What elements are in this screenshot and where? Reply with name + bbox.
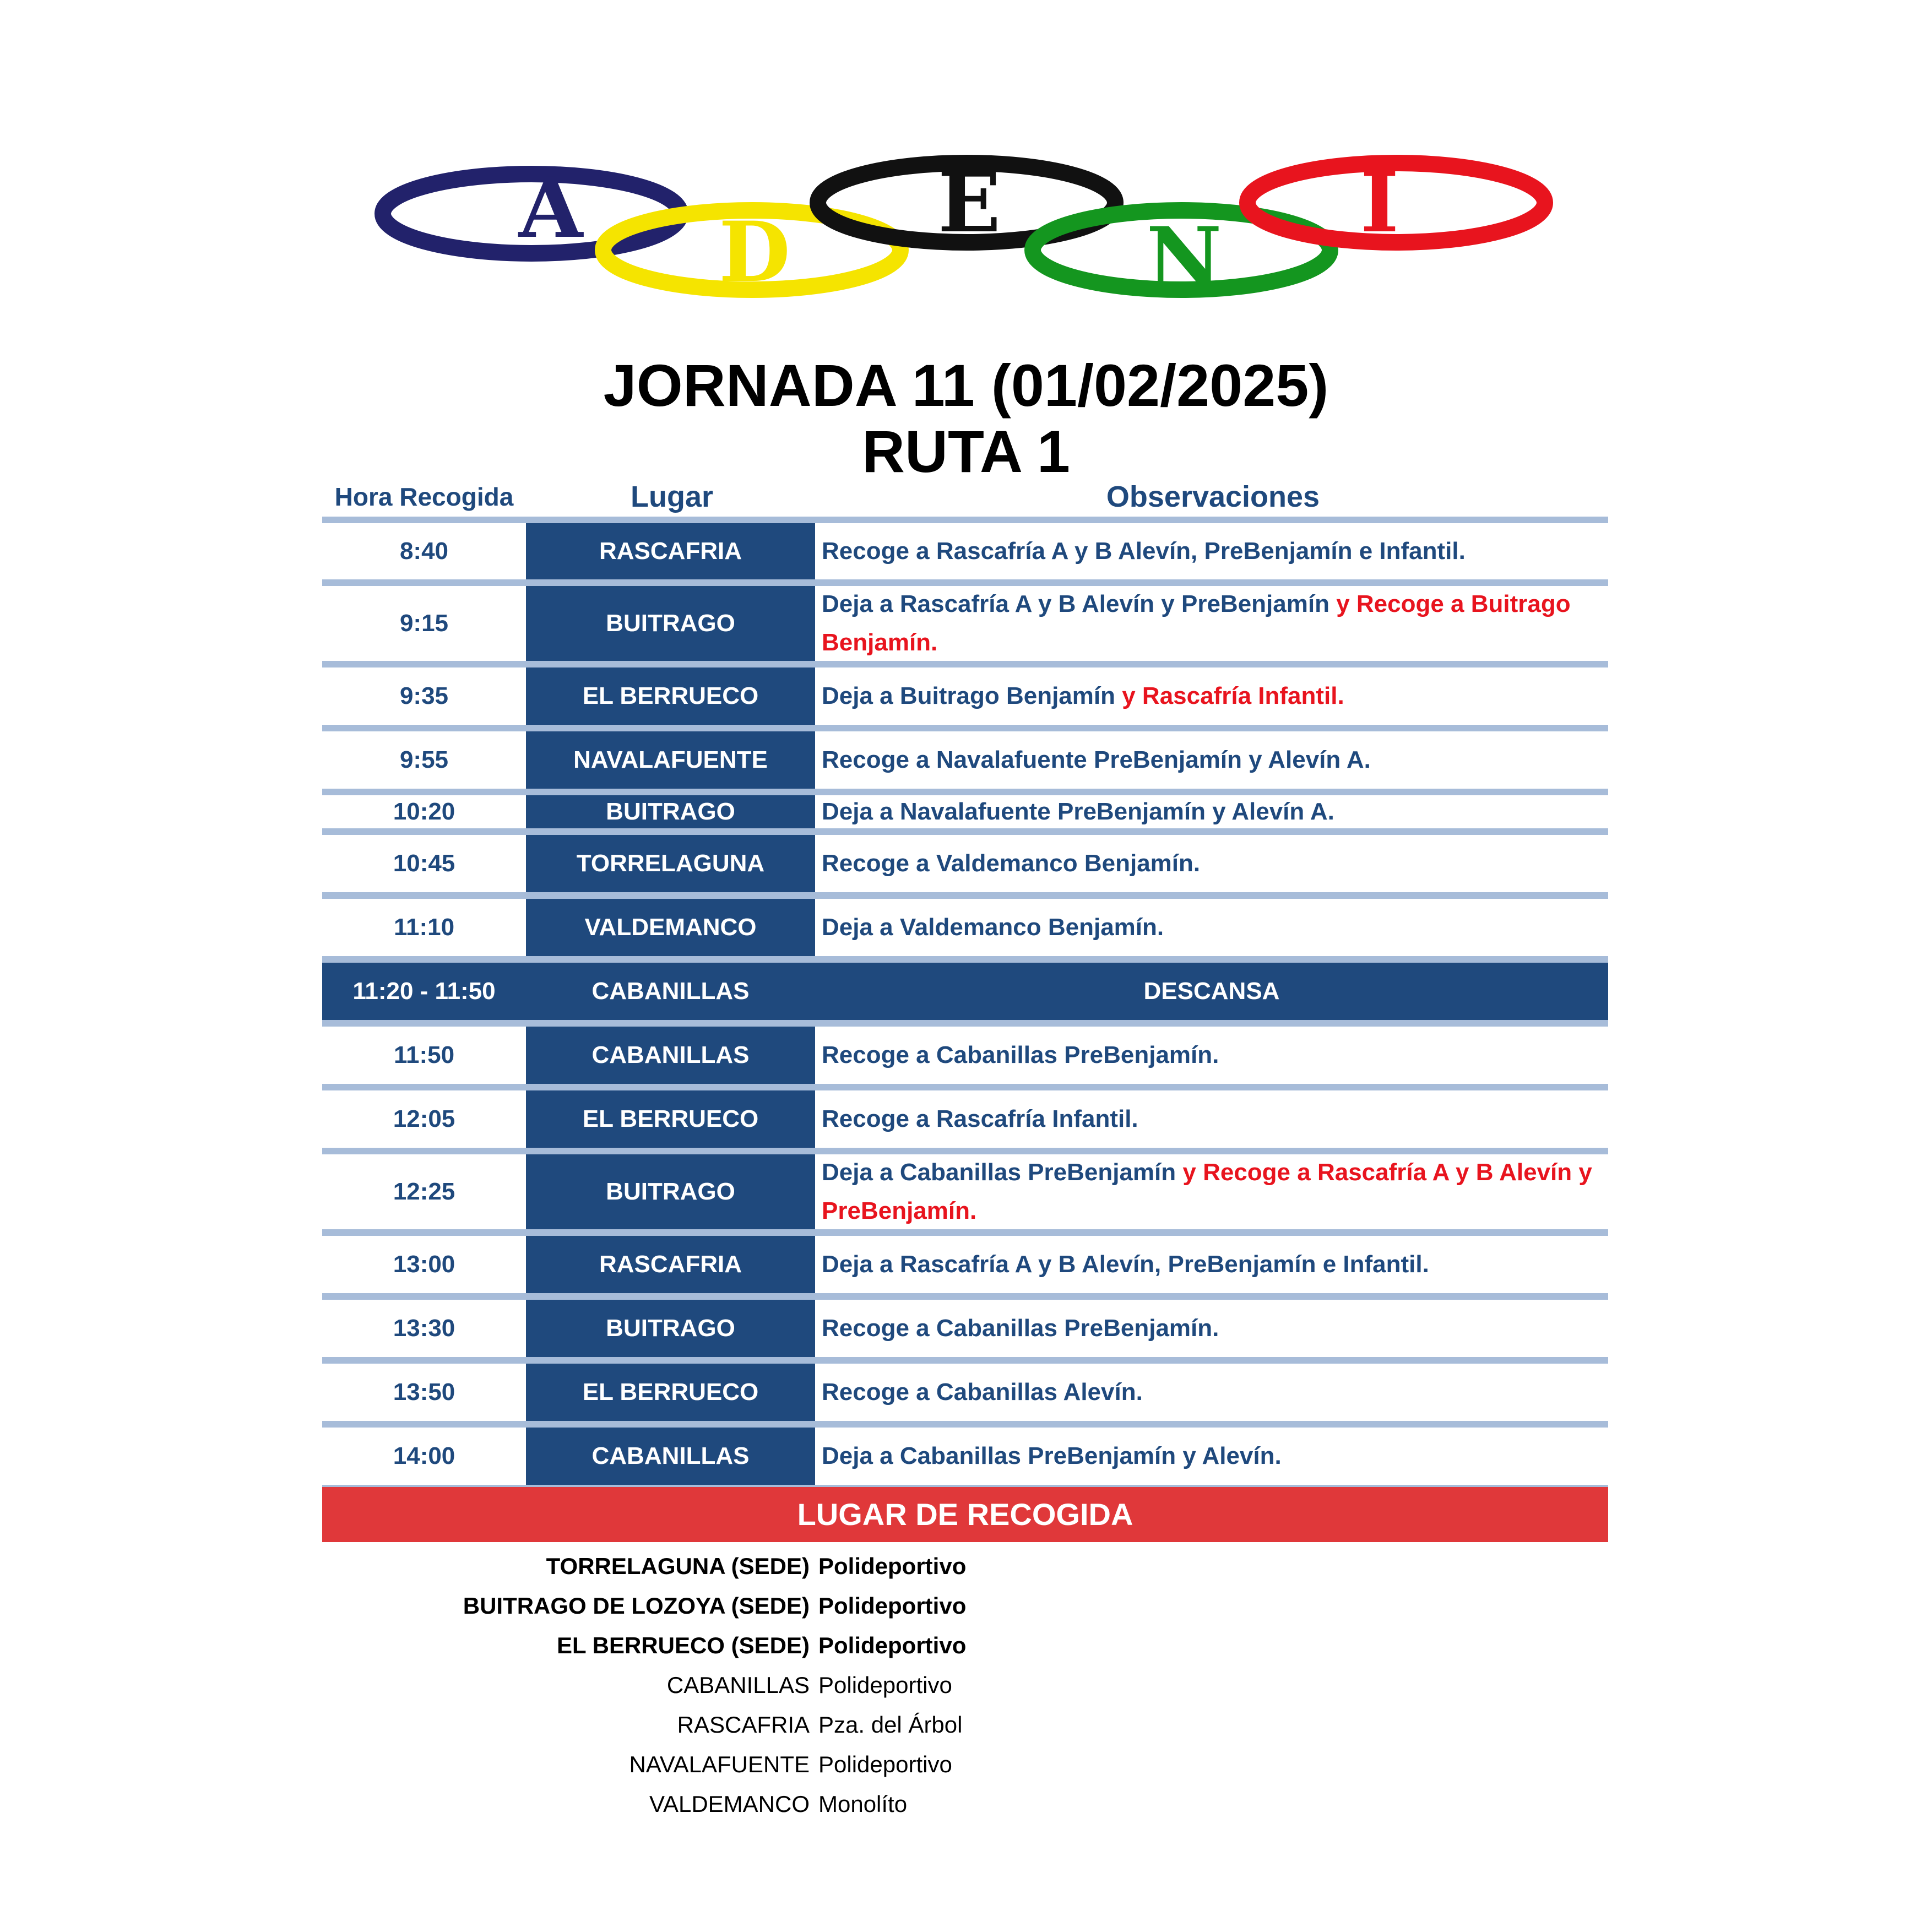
page-title: JORNADA 11 (01/02/2025)	[603, 352, 1329, 419]
observation-text: Deja a Valdemanco Benjamín.	[822, 914, 1164, 941]
column-header-lugar: Lugar	[630, 480, 713, 513]
row-place: EL BERRUECO	[526, 667, 815, 725]
pickup-place: TORRELAGUNA (SEDE)	[546, 1553, 810, 1579]
row-time: 11:50	[393, 1041, 455, 1068]
observation-highlight: y Recoge a Buitrago Benjamín.	[822, 590, 1571, 656]
row-observation	[815, 1236, 1608, 1293]
row-place: CABANILLAS	[526, 963, 815, 1020]
observation-text: Recoge a Cabanillas PreBenjamín.	[822, 1315, 1219, 1342]
logo-letter-n: N	[1146, 209, 1222, 306]
adeni-logo	[375, 149, 1564, 308]
row-divider	[322, 1293, 1608, 1300]
pickup-spot: Polideportivo	[818, 1751, 952, 1777]
row-divider	[322, 517, 1608, 523]
row-divider	[322, 1084, 1608, 1090]
observation-text: Recoge a Cabanillas PreBenjamín.	[822, 1041, 1219, 1068]
row-divider	[322, 1357, 1608, 1364]
pickup-banner: LUGAR DE RECOGIDA	[322, 1487, 1608, 1542]
row-time: 10:20	[393, 798, 455, 825]
pickup-place: VALDEMANCO	[649, 1791, 810, 1817]
row-time: 13:30	[393, 1315, 455, 1342]
list-item	[322, 1626, 1608, 1665]
table-row	[322, 795, 1608, 828]
row-observation	[815, 523, 1608, 579]
observation-text: Recoge a Rascafría A y B Alevín, PreBenjamín e Infantil.	[822, 538, 1466, 565]
row-observation	[815, 1300, 1608, 1357]
table-row	[322, 1300, 1608, 1357]
row-place: NAVALAFUENTE	[526, 731, 815, 789]
row-observation	[815, 1428, 1608, 1485]
pickup-place: CABANILLAS	[666, 1672, 810, 1698]
pickup-list	[322, 1546, 1608, 1824]
observation-text: DESCANSA	[1143, 978, 1280, 1005]
row-place: VALDEMANCO	[526, 899, 815, 956]
observation-text: Recoge a Navalafuente PreBenjamín y Alevín A.	[822, 746, 1371, 773]
observation-highlight: y Recoge a Rascafría A y B Alevín y PreBenjamín.	[822, 1159, 1592, 1224]
pickup-spot: Monolíto	[818, 1791, 908, 1817]
observation-text: Recoge a Cabanillas Alevín.	[822, 1379, 1143, 1405]
table-row	[322, 835, 1608, 892]
table-row	[322, 731, 1608, 789]
row-time: 11:10	[393, 914, 455, 941]
observation-text: Deja a Cabanillas PreBenjamín	[822, 1159, 1183, 1186]
row-place: CABANILLAS	[526, 1027, 815, 1084]
row-observation	[815, 835, 1608, 892]
row-place: BUITRAGO	[526, 1300, 815, 1357]
pickup-spot: Polideportivo	[818, 1672, 952, 1698]
row-divider	[322, 892, 1608, 899]
row-time: 9:35	[399, 682, 449, 709]
row-observation	[815, 963, 1608, 1020]
table-row	[322, 1090, 1608, 1148]
row-place: CABANILLAS	[526, 1428, 815, 1485]
rest-row	[322, 963, 1608, 1020]
pickup-place: BUITRAGO DE LOZOYA (SEDE)	[463, 1593, 810, 1619]
pickup-spot: Pza. del Árbol	[818, 1712, 963, 1738]
row-observation	[815, 899, 1608, 956]
row-divider	[322, 1421, 1608, 1428]
pickup-place: RASCAFRIA	[677, 1712, 810, 1738]
logo-letter-i: I	[1360, 154, 1399, 251]
schedule-table	[322, 517, 1608, 1491]
row-observation	[815, 1154, 1608, 1229]
row-observation	[815, 667, 1608, 725]
row-divider	[322, 1020, 1608, 1027]
row-observation	[815, 1090, 1608, 1148]
logo-letter-e: E	[937, 154, 1001, 251]
row-place: EL BERRUECO	[526, 1090, 815, 1148]
pickup-place: EL BERRUECO (SEDE)	[557, 1632, 810, 1658]
row-place: EL BERRUECO	[526, 1364, 815, 1421]
table-row	[322, 1364, 1608, 1421]
row-observation	[815, 586, 1608, 661]
row-time: 9:55	[399, 746, 449, 773]
list-item	[322, 1665, 1608, 1705]
row-observation	[815, 1027, 1608, 1084]
row-place: BUITRAGO	[526, 1154, 815, 1229]
table-row	[322, 1236, 1608, 1293]
logo-letter-d: D	[718, 204, 791, 301]
route-subtitle: RUTA 1	[862, 418, 1070, 485]
row-observation	[815, 795, 1608, 828]
column-header-hora: Hora Recogida	[334, 482, 514, 511]
list-item	[322, 1546, 1608, 1586]
column-header-observaciones: Observaciones	[1106, 480, 1320, 513]
row-time: 12:05	[393, 1105, 455, 1132]
row-divider	[322, 956, 1608, 963]
table-row	[322, 1428, 1608, 1485]
row-place: BUITRAGO	[526, 795, 815, 828]
observation-text: Deja a Cabanillas PreBenjamín y Alevín.	[822, 1442, 1282, 1469]
row-time: 11:20 - 11:50	[352, 978, 496, 1005]
list-item	[322, 1586, 1608, 1626]
observation-highlight: y Rascafría Infantil.	[1122, 682, 1344, 709]
observation-text: Deja a Buitrago Benjamín	[822, 682, 1122, 709]
table-row	[322, 586, 1608, 661]
list-item	[322, 1705, 1608, 1745]
observation-text: Deja a Rascafría A y B Alevín y PreBenjamín	[822, 590, 1337, 617]
row-time: 9:15	[399, 610, 449, 637]
list-item	[322, 1784, 1608, 1824]
pickup-spot: Polideportivo	[818, 1632, 967, 1658]
observation-text: Recoge a Valdemanco Benjamín.	[822, 850, 1201, 877]
table-row	[322, 1154, 1608, 1229]
observation-text: Deja a Navalafuente PreBenjamín y Alevín A.	[822, 798, 1334, 825]
row-place: RASCAFRIA	[526, 1236, 815, 1293]
table-row	[322, 899, 1608, 956]
pickup-spot: Polideportivo	[818, 1553, 967, 1579]
row-time: 13:50	[393, 1379, 455, 1405]
list-item	[322, 1745, 1608, 1784]
pickup-place: NAVALAFUENTE	[629, 1751, 810, 1777]
row-place: RASCAFRIA	[526, 523, 815, 579]
row-divider	[322, 725, 1608, 731]
table-row	[322, 1027, 1608, 1084]
table-row	[322, 523, 1608, 579]
row-time: 12:25	[393, 1178, 455, 1205]
row-place: TORRELAGUNA	[526, 835, 815, 892]
row-time: 13:00	[393, 1251, 455, 1278]
row-time: 8:40	[399, 538, 449, 565]
observation-text: Recoge a Rascafría Infantil.	[822, 1105, 1138, 1132]
row-observation	[815, 731, 1608, 789]
logo-letter-a: A	[518, 160, 583, 257]
row-place: BUITRAGO	[526, 586, 815, 661]
table-row	[322, 667, 1608, 725]
row-time: 10:45	[393, 850, 455, 877]
observation-text: Deja a Rascafría A y B Alevín, PreBenjamín e Infantil.	[822, 1251, 1429, 1278]
row-time: 14:00	[393, 1442, 455, 1469]
row-observation	[815, 1364, 1608, 1421]
pickup-spot: Polideportivo	[818, 1593, 967, 1619]
